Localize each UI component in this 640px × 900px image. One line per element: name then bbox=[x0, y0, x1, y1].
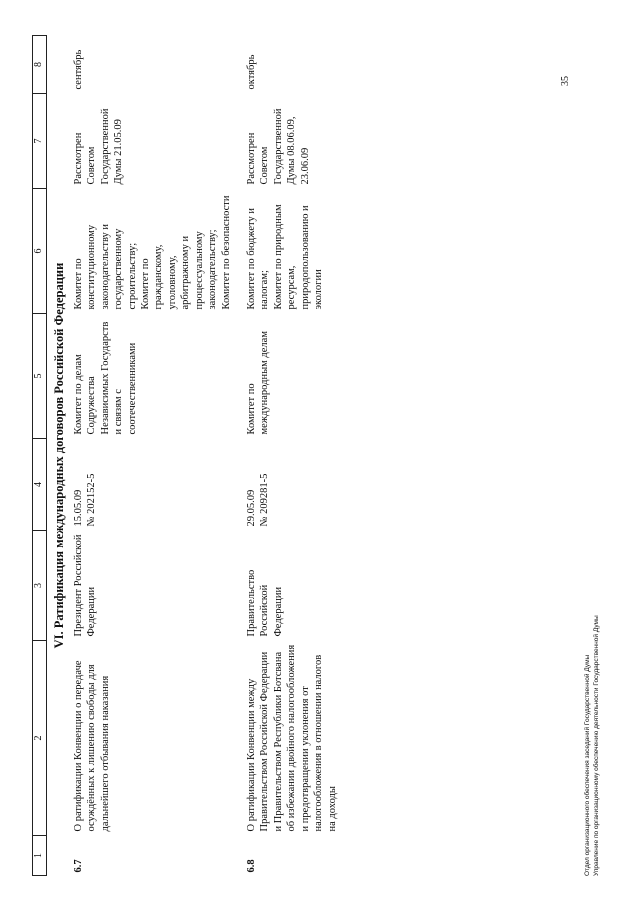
planned-month: октябрь bbox=[246, 54, 258, 90]
column-number-row bbox=[33, 36, 47, 876]
footer-line: Управление по организационному обеспечению деятельности Государственной Думы bbox=[592, 615, 600, 876]
col-header: 6 bbox=[33, 189, 47, 314]
bill-title: О ратификации Конвенции о передаче осуждённых к лишению свободы для дальнейшего отбывания наказания bbox=[72, 660, 111, 832]
col-header: 8 bbox=[33, 36, 47, 94]
status: Рассмотрен Советом Государственной Думы 08.06.09, 23.06.09 bbox=[246, 108, 311, 185]
registration: 29.05.09 № 209281-5 bbox=[246, 473, 271, 527]
section-heading-row bbox=[46, 36, 70, 876]
planned-month: сентябрь bbox=[72, 49, 84, 90]
initiator: Президент Российской Федерации bbox=[72, 534, 98, 637]
table-row bbox=[243, 36, 349, 876]
col-header: 7 bbox=[33, 94, 47, 189]
col-header: 4 bbox=[33, 439, 47, 531]
col-header: 2 bbox=[33, 641, 47, 836]
item-number: 6.8 bbox=[246, 859, 258, 873]
col-header: 5 bbox=[33, 314, 47, 439]
section-title: VI. Ратификация международных договоров Российской Федерации bbox=[51, 262, 66, 649]
lead-committee: Комитет по делам Содружества Независимых Государств и связям с соотечественниками bbox=[72, 321, 138, 435]
table-row bbox=[70, 36, 243, 876]
status: Рассмотрен Советом Государственной Думы 21.05.09 bbox=[72, 108, 125, 185]
footer-line: Отдел организационного обеспечения заседаний Государственной Думы bbox=[584, 654, 591, 876]
col-header: 1 bbox=[33, 836, 47, 876]
co-committees: Комитет по бюджету и налогам; Комитет по природным ресурсам, природопользованию и экологии bbox=[246, 204, 325, 310]
document-page bbox=[6, 26, 611, 886]
bill-title: О ратификации Конвенции между Правительством Российской Федерации и Правительством Республики Ботсвана об избежании двойного налогообложения и предотвращении уклонения от налогообложения в отношении налогов на доходы bbox=[246, 644, 338, 832]
co-committees: Комитет по конституционному законодательству и государственному строительству; Комитет по гражданскому, уголовному, арбитражному и процессуальному законодательству; Комитет по безопасности bbox=[72, 195, 232, 310]
legislation-table bbox=[32, 35, 349, 876]
item-number: 6.7 bbox=[72, 859, 84, 873]
col-header: 3 bbox=[33, 531, 47, 641]
page-number: 35 bbox=[560, 76, 571, 86]
document-footer bbox=[584, 615, 602, 876]
initiator: Правительство Российской Федерации bbox=[246, 569, 284, 637]
lead-committee: Комитет по международным делам bbox=[246, 331, 271, 435]
registration: 15.05.09 № 202152-5 bbox=[72, 473, 98, 527]
